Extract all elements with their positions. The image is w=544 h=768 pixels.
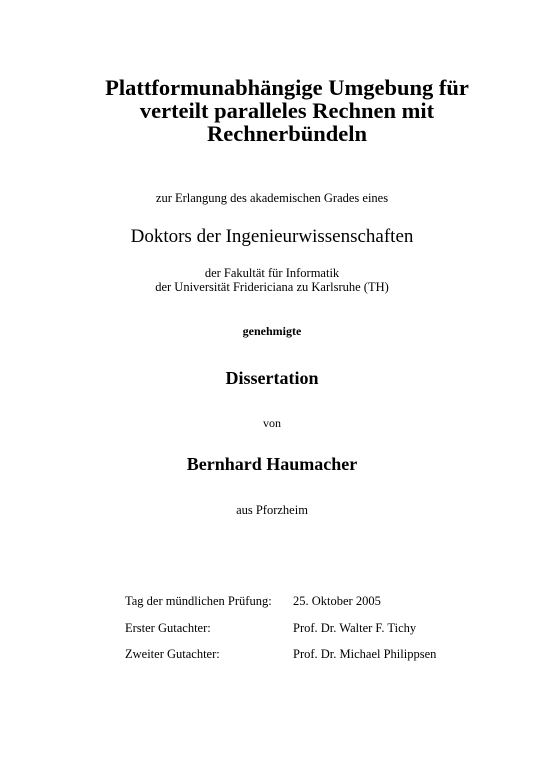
author-origin: aus Pforzheim (236, 503, 308, 517)
faculty-block (0, 266, 544, 294)
approved-label: genehmigte (242, 324, 302, 338)
thesis-title-line-1: Plattformunabhängige Umgebung für (105, 75, 469, 100)
document-type: Dissertation (225, 368, 319, 388)
thesis-title-line-3: Rechnerbündeln (206, 121, 368, 146)
details-value: 25. Oktober 2005 (293, 594, 381, 608)
faculty-line-1: der Fakultät für Informatik (204, 266, 340, 280)
degree-name: Doktors der Ingenieurwissenschaften (130, 226, 414, 247)
thesis-title (20, 76, 544, 145)
faculty-line-2: der Universität Fridericiana zu Karlsruhe (TH) (155, 280, 389, 294)
details-label: Tag der mündlichen Prüfung: (125, 594, 272, 608)
details-value: Prof. Dr. Michael Philippsen (293, 647, 437, 661)
details-value: Prof. Dr. Walter F. Tichy (293, 620, 417, 635)
details-label: Erster Gutachter: (125, 620, 211, 635)
author-name: Bernhard Haumacher (186, 454, 358, 474)
by-label: von (263, 416, 281, 430)
thesis-title-line-2: verteilt paralleles Rechnen mit (139, 98, 435, 123)
details-label: Zweiter Gutachter: (125, 647, 220, 661)
degree-purpose: zur Erlangung des akademischen Grades eines (155, 191, 389, 205)
